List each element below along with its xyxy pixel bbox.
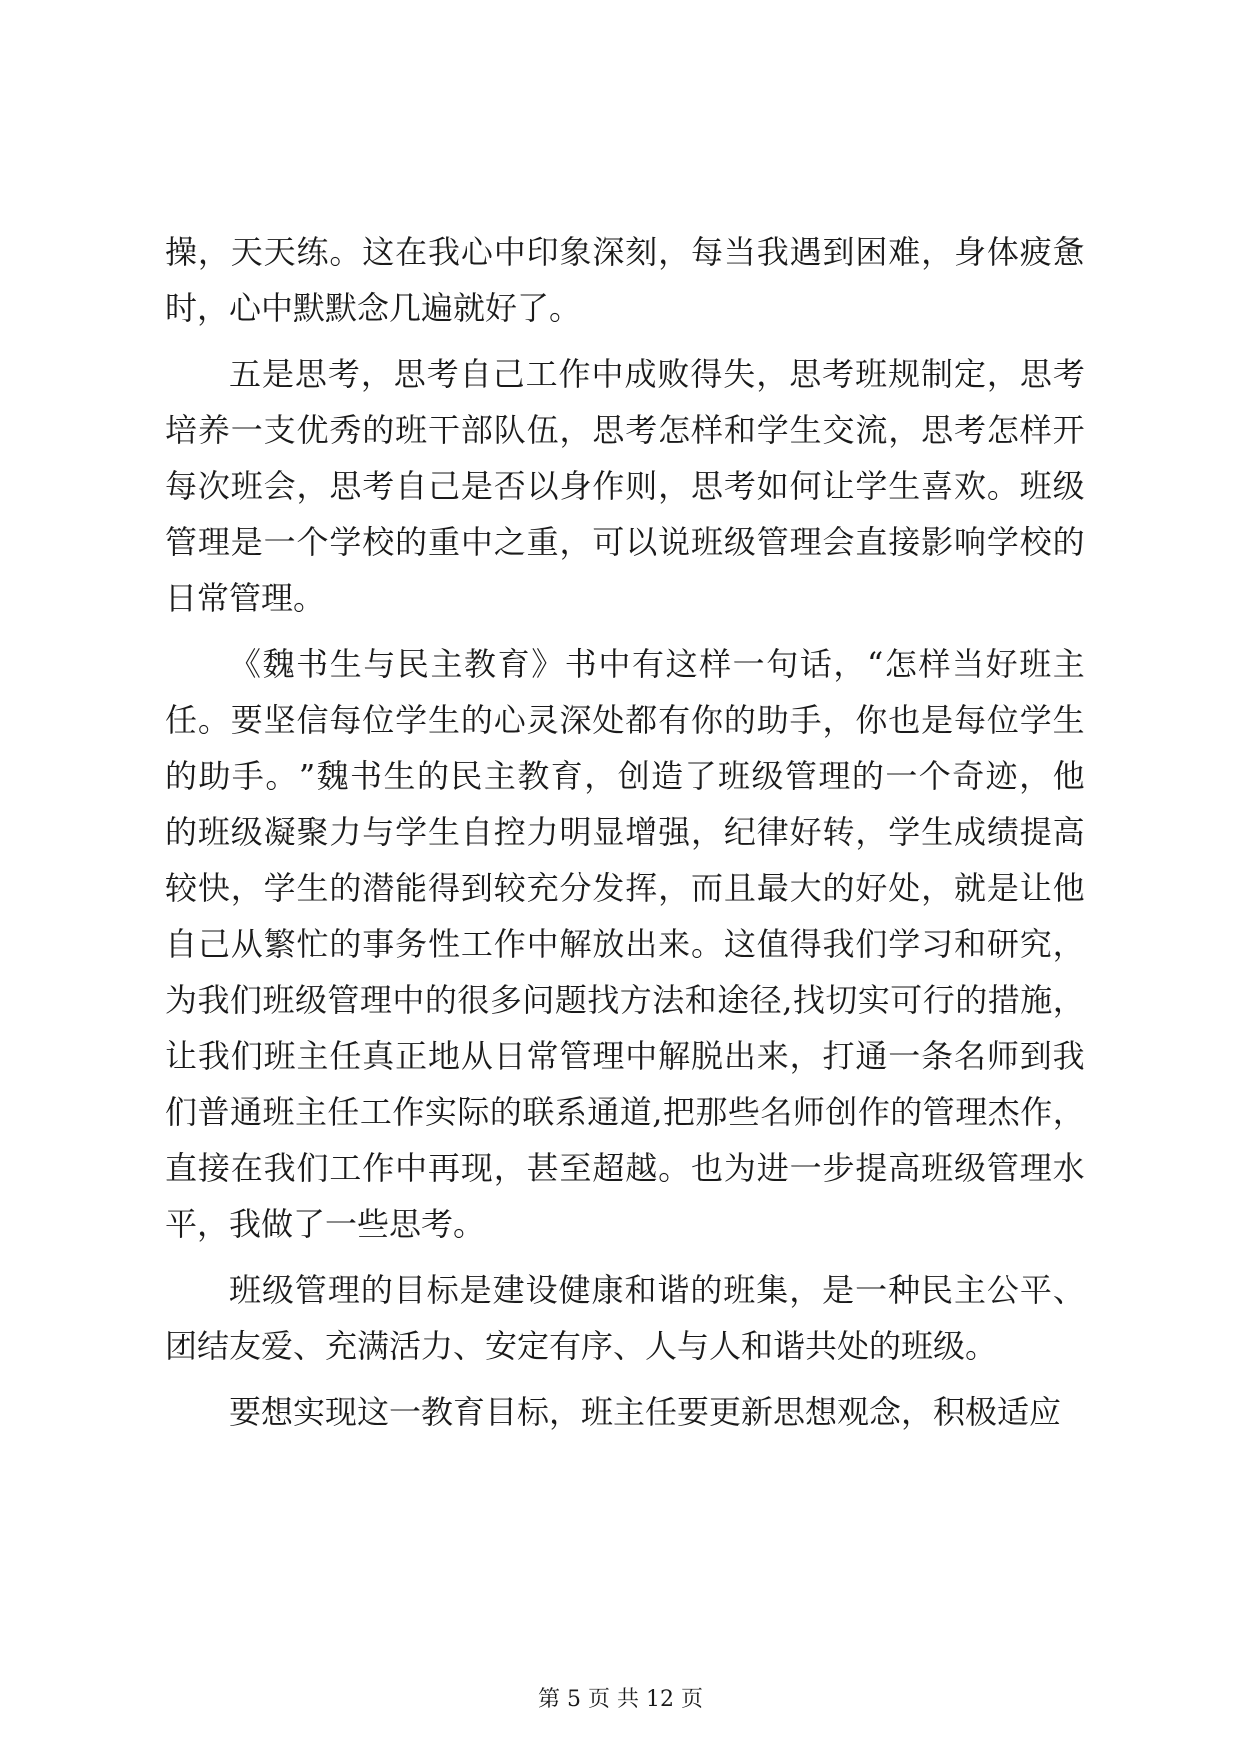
text-line: 每 次 班 会 ， 思 考 自 己 是 否 以 身 作 则 ， 思 考 如 何 让 学 生 喜 欢 。 班 级: [165, 467, 1085, 505]
text-line: 时，心中默默念几遍就好了。: [165, 289, 582, 327]
text-line: 较 快 ， 学 生 的 潜 能 得 到 较 充 分 发 挥 ， 而 且 最 大 的 好 处 ， 就 是 让 他: [165, 869, 1085, 907]
text-line: 任 。 要 坚 信 每 位 学 生 的 心 灵 深 处 都 有 你 的 助 手 ， 你 也 是 每 位 学 生: [165, 701, 1085, 739]
paragraph-gap: [165, 1374, 1085, 1384]
paragraph-gap: [165, 336, 1085, 346]
text-line: 培 养 一 支 优 秀 的 班 干 部 队 伍 ， 思 考 怎 样 和 学 生 交 流 ， 思 考 怎 样 开: [165, 411, 1085, 449]
document-body: [165, 224, 1085, 1440]
text-line: 管 理 是 一 个 学 校 的 重 中 之 重 ， 可 以 说 班 级 管 理 会 直 接 影 响 学 校 的: [165, 523, 1085, 561]
paragraph: [165, 224, 1085, 336]
paragraph: [165, 636, 1085, 1252]
text-line: 《 魏 书 生 与 民 主 教 育 》 书 中 有 这 样 一 句 话 ， “ 怎 样 当 好 班 主: [229, 645, 1085, 683]
paragraph: [165, 1262, 1085, 1374]
text-line: 要想实现这一教育目标，班主任要更新思想观念，积极适应: [229, 1393, 1062, 1431]
text-line: 为 我 们 班 级 管 理 中 的 很 多 问 题 找 方 法 和 途 径 , 找 切 实 可 行 的 措 施 ，: [165, 981, 1085, 1019]
text-line: 的 班 级 凝 聚 力 与 学 生 自 控 力 明 显 增 强 ， 纪 律 好 转 ， 学 生 成 绩 提 高: [165, 813, 1085, 851]
text-line: 日常管理。: [165, 579, 326, 617]
text-line: 平，我做了一些思考。: [165, 1205, 486, 1243]
text-line: 直 接 在 我 们 工 作 中 再 现 ， 甚 至 超 越 。 也 为 进 一 步 提 高 班 级 管 理 水: [165, 1149, 1085, 1187]
text-line: 操 ， 天 天 练 。 这 在 我 心 中 印 象 深 刻 ， 每 当 我 遇 到 困 难 ， 身 体 疲 惫: [165, 233, 1085, 271]
paragraph: [165, 1384, 1085, 1440]
text-line: 自 己 从 繁 忙 的 事 务 性 工 作 中 解 放 出 来 。 这 值 得 我 们 学 习 和 研 究 ，: [165, 925, 1085, 963]
text-line: 五 是 思 考 ， 思 考 自 己 工 作 中 成 败 得 失 ， 思 考 班 规 制 定 ， 思 考: [229, 355, 1085, 393]
text-line: 的 助 手 。 ” 魏 书 生 的 民 主 教 育 ， 创 造 了 班 级 管 理 的 一 个 奇 迹 ， 他: [165, 757, 1085, 795]
text-line: 们 普 通 班 主 任 工 作 实 际 的 联 系 通 道 , 把 那 些 名 师 创 作 的 管 理 杰 作 ，: [165, 1093, 1085, 1131]
paragraph-gap: [165, 626, 1085, 636]
paragraph: [165, 346, 1085, 626]
text-line: 团结友爱、充满活力、安定有序、人与人和谐共处的班级。: [165, 1327, 998, 1365]
paragraph-gap: [165, 1252, 1085, 1262]
text-line: 让 我 们 班 主 任 真 正 地 从 日 常 管 理 中 解 脱 出 来 ， 打 通 一 条 名 师 到 我: [165, 1037, 1085, 1075]
text-line: 班 级 管 理 的 目 标 是 建 设 健 康 和 谐 的 班 集 ， 是 一 种 民 主 公 平 、: [229, 1271, 1085, 1309]
page-footer: 第 5 页 共 12 页: [538, 1687, 703, 1712]
